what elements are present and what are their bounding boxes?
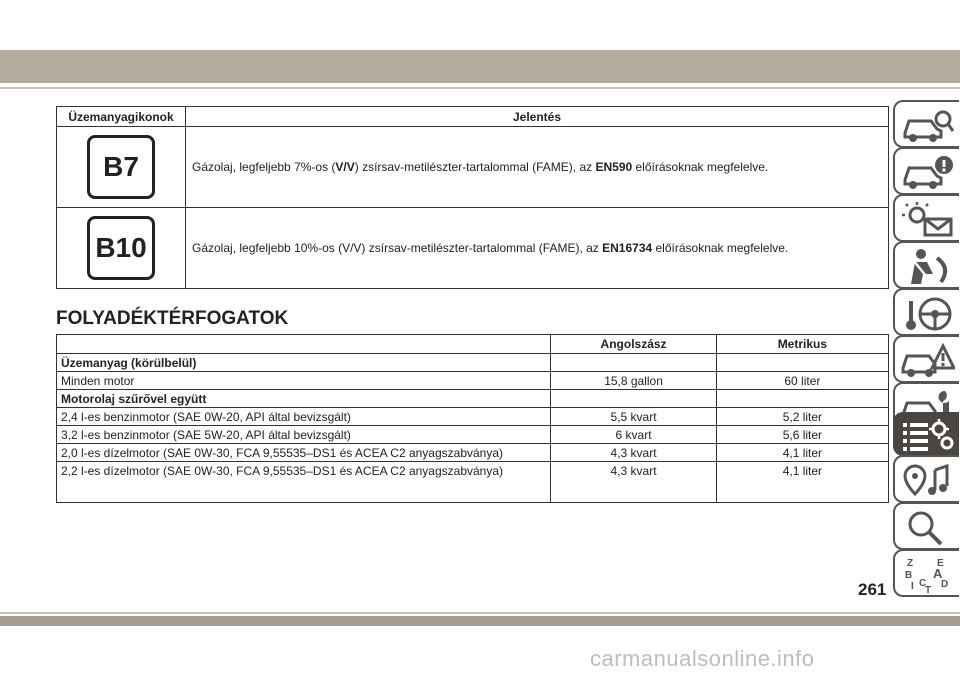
row-label: Üzemanyag (körülbelül)	[57, 354, 551, 372]
fuel-icon-cell	[57, 208, 186, 289]
bottom-decor-band	[0, 616, 960, 626]
row-label: 2,0 l-es dízelmotor (SAE 0W-30, FCA 9,55535–DS1 és ACEA C2 anyagszabványa)	[57, 444, 551, 462]
table-row	[57, 354, 889, 372]
table-row	[57, 444, 889, 462]
svg-text:B: B	[905, 570, 913, 581]
row-label: Minden motor	[57, 372, 551, 390]
warning-light-message-icon	[901, 201, 955, 239]
row-metric	[716, 354, 888, 372]
fuel-description: Gázolaj, legfeljebb 10%-os (V/V) zsírsav-metilészter-tartalommal (FAME), az EN16734 előírásoknak megfelelve.	[186, 208, 889, 289]
table-row	[57, 372, 889, 390]
car-info-icon	[901, 154, 955, 192]
fuel-icons-table	[56, 106, 889, 289]
row-label: 2,4 l-es benzinmotor (SAE 0W-20, API által bevizsgált)	[57, 408, 551, 426]
row-imperial: 5,5 kvart	[551, 408, 716, 426]
table-row	[57, 462, 889, 503]
tab-technical-specs[interactable]	[893, 412, 959, 456]
svg-text:C: C	[919, 578, 927, 589]
row-label: 2,2 l-es dízelmotor (SAE 0W-30, FCA 9,55535–DS1 és ACEA C2 anyagszabványa)	[57, 462, 551, 503]
table-row	[57, 390, 889, 408]
row-imperial	[551, 354, 716, 372]
page-number: 261	[858, 580, 887, 599]
car-warning-triangle-icon	[901, 342, 955, 380]
table-row	[57, 208, 889, 289]
svg-text:Z: Z	[907, 558, 914, 569]
svg-text:A: A	[933, 566, 943, 581]
car-search-icon	[901, 107, 955, 145]
bottom-decor-line	[0, 612, 960, 614]
tab-multimedia[interactable]	[893, 455, 959, 503]
svg-text:T: T	[925, 585, 932, 594]
table-row	[57, 408, 889, 426]
specs-gear-icon	[901, 419, 955, 453]
tab-safety[interactable]	[893, 241, 959, 289]
row-label: Motorolaj szűrővel együtt	[57, 390, 551, 408]
row-metric: 4,1 liter	[716, 462, 888, 503]
b10-fuel-icon: B10	[87, 216, 155, 280]
fuel-icon-cell	[57, 127, 186, 208]
alphabetical-index-icon	[901, 556, 955, 594]
search-magnifier-icon	[901, 509, 955, 547]
tab-warning-lights[interactable]	[893, 194, 959, 242]
top-decor-band	[0, 50, 960, 83]
tab-car-info[interactable]	[893, 147, 959, 195]
table-row	[57, 127, 889, 208]
row-metric	[716, 390, 888, 408]
header-meaning: Jelentés	[186, 107, 889, 127]
row-imperial: 6 kvart	[551, 426, 716, 444]
tab-search[interactable]	[893, 502, 959, 550]
svg-text:D: D	[941, 579, 949, 590]
music-navigation-icon	[901, 462, 955, 500]
svg-text:I: I	[911, 581, 914, 592]
header-blank	[57, 335, 551, 354]
tab-emergency[interactable]	[893, 335, 959, 383]
row-metric: 5,6 liter	[716, 426, 888, 444]
row-imperial: 4,3 kvart	[551, 462, 716, 503]
row-imperial	[551, 390, 716, 408]
seatbelt-airbag-icon	[901, 248, 955, 286]
fuel-description: Gázolaj, legfeljebb 7%-os (V/V) zsírsav-metilészter-tartalommal (FAME), az EN590 előírásoknak megfelelve.	[186, 127, 889, 208]
section-title: FOLYADÉKTÉRFOGATOK	[56, 308, 289, 329]
svg-text:E: E	[937, 558, 944, 569]
fluid-capacities-table	[56, 334, 889, 503]
table-header-row	[57, 335, 889, 354]
header-metric: Metrikus	[716, 335, 888, 354]
key-steering-wheel-icon	[901, 295, 955, 333]
row-imperial: 15,8 gallon	[551, 372, 716, 390]
row-metric: 4,1 liter	[716, 444, 888, 462]
top-decor-line	[0, 87, 960, 89]
row-metric: 5,2 liter	[716, 408, 888, 426]
tab-index[interactable]	[893, 549, 959, 597]
b7-fuel-icon: B7	[87, 135, 155, 199]
table-header-row	[57, 107, 889, 127]
header-imperial: Angolszász	[551, 335, 716, 354]
header-fuel-icons: Üzemanyagikonok	[57, 107, 186, 127]
watermark: carmanualsonline.info	[590, 646, 815, 671]
row-label: 3,2 l-es benzinmotor (SAE 5W-20, API által bevizsgált)	[57, 426, 551, 444]
tab-start-drive[interactable]	[893, 288, 959, 336]
row-metric: 60 liter	[716, 372, 888, 390]
table-row	[57, 426, 889, 444]
tab-car-search[interactable]	[893, 100, 959, 148]
row-imperial: 4,3 kvart	[551, 444, 716, 462]
